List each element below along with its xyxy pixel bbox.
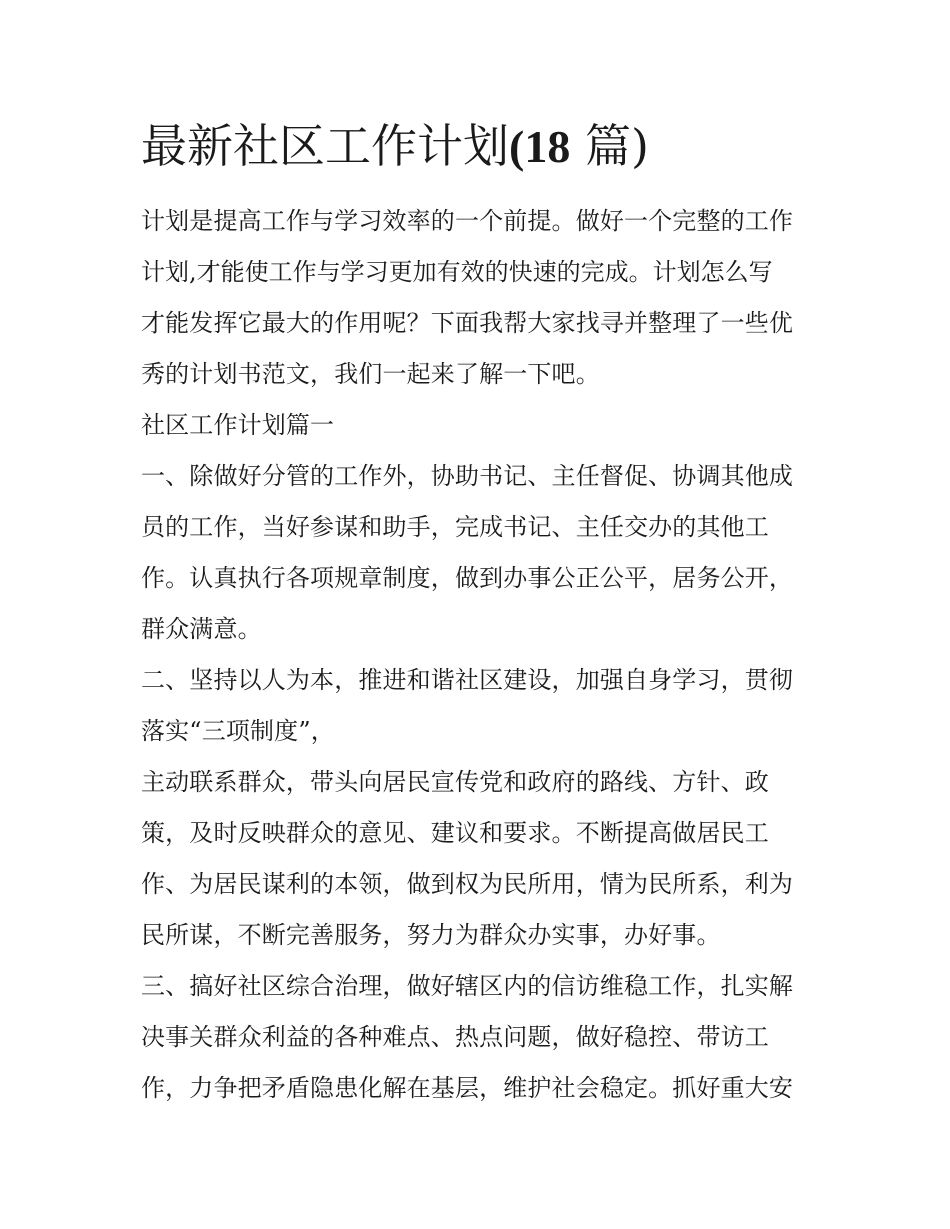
document-body — [141, 196, 813, 1114]
text-line: 决事关群众利益的各种难点、热点问题，做好稳控、带访工 — [141, 1023, 769, 1051]
text-line: 秀的计划书范文，我们一起来了解一下吧。 — [141, 360, 600, 388]
text-line: 计划是提高工作与学习效率的一个前提。做好一个完整的工作 — [141, 207, 794, 235]
text-line: 二、坚持以人为本，推进和谐社区建设，加强自身学习，贯彻 — [141, 666, 794, 694]
text-line: 群众满意。 — [141, 615, 262, 643]
text-line: 民所谋，不断完善服务，努力为群众办实事，办好事。 — [141, 921, 721, 949]
text-line: 三、搞好社区综合治理，做好辖区内的信访维稳工作，扎实解 — [141, 972, 794, 1000]
text-line: 落实“三项制度”， — [141, 717, 335, 745]
title-text: 最新社区工作计划 — [141, 119, 509, 173]
text-line: 员的工作，当好参谋和助手，完成书记、主任交办的其他工 — [141, 513, 769, 541]
text-line: 作、为居民谋利的本领，做到权为民所用，情为民所系，利为 — [141, 870, 794, 898]
document-title — [141, 118, 649, 175]
text-line: 计划,才能使工作与学习更加有效的快速的完成。计划怎么写 — [141, 258, 773, 286]
text-line: 作。认真执行各项规章制度，做到办事公正公平，居务公开， — [141, 564, 794, 592]
text-line: 作，力争把矛盾隐患化解在基层，维护社会稳定。抓好重大安 — [141, 1074, 794, 1102]
text-line: 策，及时反映群众的意见、建议和要求。不断提高做居民工 — [141, 819, 769, 847]
text-line: 才能发挥它最大的作用呢？下面我帮大家找寻并整理了一些优 — [141, 309, 794, 337]
section-heading: 社区工作计划篇一 — [141, 411, 335, 439]
text-line: 一、除做好分管的工作外，协助书记、主任督促、协调其他成 — [141, 462, 794, 490]
text-line: 主动联系群众，带头向居民宣传党和政府的路线、方针、政 — [141, 768, 769, 796]
title-count: (18 — [509, 121, 571, 172]
title-suffix: 篇) — [570, 119, 649, 173]
